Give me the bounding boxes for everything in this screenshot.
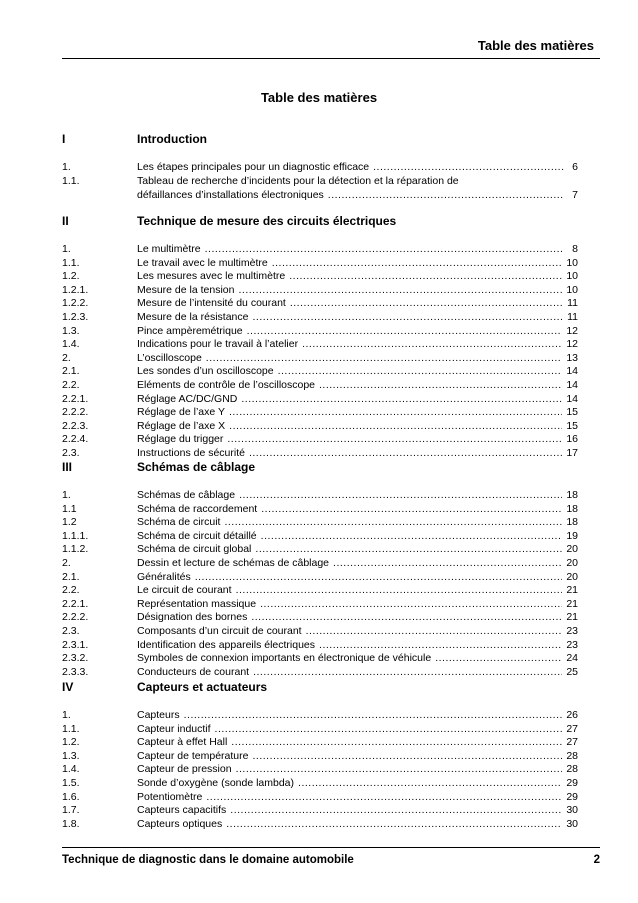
entry-page-number: 15 xyxy=(566,406,578,419)
entry-number: 2.2.2. xyxy=(62,611,89,624)
entry-body xyxy=(137,378,578,392)
entry-number: 1. xyxy=(62,161,71,173)
dot-leader xyxy=(373,160,564,174)
entry-body xyxy=(137,556,578,570)
toc-entry xyxy=(62,529,578,543)
section-heading xyxy=(62,214,578,230)
section-heading xyxy=(62,680,578,696)
entry-page-number: 14 xyxy=(566,392,578,405)
toc-entry xyxy=(62,817,578,831)
entry-page-number: 23 xyxy=(566,638,578,651)
entry-page-number: 18 xyxy=(566,502,578,515)
entry-title: Composants d’un circuit de courant xyxy=(137,625,302,637)
entry-title: Le circuit de courant xyxy=(137,584,232,597)
toc-entry xyxy=(62,351,578,365)
dot-leader xyxy=(236,583,563,597)
toc-entry xyxy=(62,378,578,392)
entry-title: Instructions de sécurité xyxy=(137,447,245,459)
toc-entry xyxy=(62,242,578,256)
entry-number: 2.3.3. xyxy=(62,665,89,678)
entry-page-number: 23 xyxy=(566,625,578,637)
entry-body xyxy=(137,762,578,776)
entry-number: 1.2.1. xyxy=(62,283,89,296)
entry-body xyxy=(137,817,578,831)
section-number: II xyxy=(62,214,69,228)
entry-page-number: 20 xyxy=(566,557,578,569)
dot-leader xyxy=(206,790,562,804)
entry-page-number: 18 xyxy=(566,489,578,501)
entry-page-number: 13 xyxy=(566,351,578,364)
entry-page-number: 11 xyxy=(567,297,578,310)
entry-page-number: 28 xyxy=(566,763,578,776)
entry-body xyxy=(137,515,578,529)
toc-entry xyxy=(62,583,578,597)
entry-title-continuation xyxy=(137,188,578,202)
entry-page-number: 27 xyxy=(566,722,578,735)
entry-body xyxy=(137,597,578,611)
toc-entry xyxy=(62,610,578,624)
dot-leader xyxy=(229,405,562,419)
entry-body xyxy=(137,405,578,419)
entry-number: 1. xyxy=(62,243,71,255)
header-rule xyxy=(62,58,600,59)
entry-page-number: 10 xyxy=(566,283,578,296)
entry-title: Mesure de l’intensité du courant xyxy=(137,297,286,310)
entry-page-number: 29 xyxy=(566,790,578,803)
entry-number: 1.4. xyxy=(62,763,80,776)
dot-leader xyxy=(278,364,563,378)
entry-page-number: 20 xyxy=(566,543,578,556)
dot-leader xyxy=(236,762,563,776)
entry-title: Tableau de recherche d’incidents pour la détection et la réparation de xyxy=(137,174,459,187)
entry-title: Les étapes principales pour un diagnostic efficace xyxy=(137,161,370,173)
entry-body xyxy=(137,722,578,736)
toc-entry xyxy=(62,790,578,804)
entry-body xyxy=(137,392,578,406)
toc-entry xyxy=(62,542,578,556)
entry-body xyxy=(137,708,578,722)
entry-title: défaillances d’installations électroniques xyxy=(137,188,324,201)
dot-leader xyxy=(289,269,562,283)
toc-entry xyxy=(62,803,578,817)
entry-title: Réglage de l’axe Y xyxy=(137,406,225,419)
entry-number: 2.2.3. xyxy=(62,419,89,432)
toc-entry xyxy=(62,269,578,283)
entry-body xyxy=(137,296,578,310)
toc-entry xyxy=(62,651,578,665)
entry-number: 2.3. xyxy=(62,447,80,459)
entry-body xyxy=(137,160,578,174)
dot-leader xyxy=(226,817,562,831)
entry-number: 2.2.4. xyxy=(62,433,89,446)
dot-leader xyxy=(215,722,563,736)
entry-number: 2.2.1. xyxy=(62,597,89,610)
dot-leader xyxy=(184,708,563,722)
dot-leader xyxy=(435,651,562,665)
entry-page-number: 10 xyxy=(566,256,578,269)
entry-body xyxy=(137,542,578,556)
entry-body xyxy=(137,776,578,790)
section-title: Capteurs et actuateurs xyxy=(137,680,268,694)
entry-title: Mesure de la résistance xyxy=(137,311,249,323)
section-heading xyxy=(62,460,578,476)
entry-body xyxy=(137,310,578,324)
entry-number: 1.6. xyxy=(62,790,80,803)
entry-number: 1.3. xyxy=(62,324,80,337)
toc-entry xyxy=(62,570,578,584)
dot-leader xyxy=(249,446,562,460)
entry-title: Eléments de contrôle de l’oscilloscope xyxy=(137,379,316,391)
dot-leader xyxy=(241,392,562,406)
entry-title: Conducteurs de courant xyxy=(137,665,250,678)
toc-entry xyxy=(62,502,578,516)
toc-entry xyxy=(62,392,578,406)
entry-title: Représentation massique xyxy=(137,597,257,610)
dot-leader xyxy=(255,542,562,556)
entry-body xyxy=(137,749,578,763)
entry-title: L’oscilloscope xyxy=(137,351,202,364)
section-heading xyxy=(62,132,578,148)
entry-page-number: 25 xyxy=(566,665,578,678)
entry-number: 1.3. xyxy=(62,749,80,762)
entry-page-number: 18 xyxy=(566,516,578,529)
entry-page-number: 30 xyxy=(566,817,578,830)
entry-number: 2.2.1. xyxy=(62,392,89,405)
entry-title: Schéma de raccordement xyxy=(137,502,258,515)
entry-body xyxy=(137,651,578,665)
section-number: IV xyxy=(62,680,74,694)
dot-leader xyxy=(319,638,562,652)
entry-title: Capteurs capacitifs xyxy=(137,804,227,817)
entry-body xyxy=(137,570,578,584)
entry-title: Potentiomètre xyxy=(137,790,203,803)
entry-page-number: 11 xyxy=(567,311,578,323)
entry-title: Capteur de température xyxy=(137,749,249,762)
dot-leader xyxy=(261,502,562,516)
toc-entry xyxy=(62,364,578,378)
toc-entry xyxy=(62,283,578,297)
entry-number: 2.3.1. xyxy=(62,638,89,651)
entry-body xyxy=(137,790,578,804)
entry-number: 2.2.2. xyxy=(62,406,89,419)
entry-body xyxy=(137,583,578,597)
toc-entry xyxy=(62,432,578,446)
section-number: I xyxy=(62,132,66,146)
entry-number: 2.2. xyxy=(62,584,80,597)
toc-entry xyxy=(62,337,578,351)
entry-number: 1.4. xyxy=(62,338,80,351)
entry-body xyxy=(137,488,578,502)
entry-number: 2.3. xyxy=(62,625,80,637)
toc-entry xyxy=(62,488,578,502)
dot-leader xyxy=(328,188,564,202)
entry-title: Capteurs optiques xyxy=(137,817,223,830)
dot-leader xyxy=(224,515,562,529)
entry-title: Le multimètre xyxy=(137,243,201,255)
entry-title: Les mesures avec le multimètre xyxy=(137,270,286,283)
dot-leader xyxy=(205,242,564,256)
toc-entry xyxy=(62,708,578,722)
dot-leader xyxy=(302,337,562,351)
dot-leader xyxy=(260,597,562,611)
entry-page-number: 21 xyxy=(566,597,578,610)
entry-title: Réglage de l’axe X xyxy=(137,419,226,432)
entry-number: 1.2.3. xyxy=(62,311,89,323)
entry-title: Désignation des bornes xyxy=(137,611,248,624)
entry-body xyxy=(137,735,578,749)
entry-title: Capteur à effet Hall xyxy=(137,736,228,749)
toc-entry xyxy=(62,665,578,679)
dot-leader xyxy=(227,432,562,446)
entry-body xyxy=(137,446,578,460)
toc-entry xyxy=(62,638,578,652)
entry-title: Schémas de câblage xyxy=(137,489,236,501)
toc-entry xyxy=(62,762,578,776)
entry-number: 1.7. xyxy=(62,804,80,817)
dot-leader xyxy=(247,324,563,338)
entry-title: Capteurs xyxy=(137,709,180,721)
entry-page-number: 19 xyxy=(566,529,578,542)
entry-page-number: 30 xyxy=(566,804,578,817)
entry-title: Schéma de circuit xyxy=(137,516,221,529)
dot-leader xyxy=(253,665,562,679)
entry-number: 2.1. xyxy=(62,365,80,378)
entry-title: Capteur inductif xyxy=(137,722,211,735)
entry-body xyxy=(137,665,578,679)
dot-leader xyxy=(231,735,562,749)
entry-page-number: 8 xyxy=(572,243,578,255)
entry-title: Réglage AC/DC/GND xyxy=(137,392,238,405)
running-header-title: Table des matières xyxy=(477,38,594,53)
entry-title: Symboles de connexion importants en électronique de véhicule xyxy=(137,652,432,665)
toc-entry xyxy=(62,405,578,419)
entry-title: Sonde d’oxygène (sonde lambda) xyxy=(137,777,295,789)
entry-body xyxy=(137,256,578,270)
entry-number: 2.1. xyxy=(62,570,80,583)
entry-number: 1.2. xyxy=(62,270,80,283)
dot-leader xyxy=(290,296,563,310)
dot-leader xyxy=(306,624,563,638)
entry-title: Dessin et lecture de schémas de câblage xyxy=(137,557,330,569)
page-number: 2 xyxy=(593,854,600,866)
toc-entry xyxy=(62,722,578,736)
entry-page-number: 21 xyxy=(566,584,578,597)
entry-body xyxy=(137,502,578,516)
toc-entry xyxy=(62,776,578,790)
entry-body xyxy=(137,324,578,338)
toc-entry xyxy=(62,446,578,460)
entry-page-number: 28 xyxy=(566,749,578,762)
toc-entry xyxy=(62,324,578,338)
entry-page-number: 14 xyxy=(566,379,578,391)
toc-entry xyxy=(62,296,578,310)
entry-number: 1.2. xyxy=(62,736,80,749)
entry-number: 1.1. xyxy=(62,722,80,735)
entry-page-number: 12 xyxy=(566,324,578,337)
toc-entry xyxy=(62,419,578,433)
entry-page-number: 14 xyxy=(566,365,578,378)
section-title: Schémas de câblage xyxy=(137,460,256,474)
dot-leader xyxy=(298,776,562,790)
entry-body xyxy=(137,624,578,638)
toc-entry xyxy=(62,735,578,749)
entry-number: 1.2.2. xyxy=(62,297,89,310)
entry-page-number: 26 xyxy=(566,709,578,721)
toc-entry xyxy=(62,624,578,638)
entry-number: 2. xyxy=(62,557,71,569)
entry-page-number: 17 xyxy=(566,447,578,459)
entry-body xyxy=(137,432,578,446)
toc-entry xyxy=(62,556,578,570)
entry-page-number: 16 xyxy=(566,433,578,446)
entry-body xyxy=(137,610,578,624)
entry-title: Pince ampèremétrique xyxy=(137,324,243,337)
entry-body xyxy=(137,419,578,433)
entry-number: 1.5. xyxy=(62,777,80,789)
dot-leader xyxy=(206,351,563,365)
entry-title: Généralités xyxy=(137,570,191,583)
entry-number: 1. xyxy=(62,489,71,501)
dot-leader xyxy=(230,803,562,817)
entry-page-number: 12 xyxy=(566,338,578,351)
entry-number: 1. xyxy=(62,709,71,721)
entry-page-number: 24 xyxy=(566,652,578,665)
toc-entry xyxy=(62,515,578,529)
entry-page-number: 7 xyxy=(572,188,578,201)
toc-entry xyxy=(62,160,578,174)
entry-body xyxy=(137,337,578,351)
entry-page-number: 29 xyxy=(566,777,578,789)
toc-entry xyxy=(62,256,578,270)
entry-body xyxy=(137,351,578,365)
entry-body xyxy=(137,638,578,652)
section-number: III xyxy=(62,460,73,474)
entry-page-number: 10 xyxy=(566,270,578,283)
page-title: Table des matières xyxy=(260,90,378,105)
entry-number: 2.3.2. xyxy=(62,652,89,665)
footer-title: Technique de diagnostic dans le domaine automobile xyxy=(62,854,354,866)
entry-title: Réglage du trigger xyxy=(137,433,224,446)
entry-number: 1.1. xyxy=(62,256,80,269)
entry-body xyxy=(137,242,578,256)
entry-title: Identification des appareils électriques xyxy=(137,638,316,651)
entry-number: 2.2. xyxy=(62,379,80,391)
dot-leader xyxy=(239,488,562,502)
entry-page-number: 15 xyxy=(566,419,578,432)
entry-number: 2. xyxy=(62,351,71,364)
entry-title: Le travail avec le multimètre xyxy=(137,256,268,269)
entry-page-number: 27 xyxy=(566,736,578,749)
dot-leader xyxy=(333,556,562,570)
dot-leader xyxy=(272,256,563,270)
toc-entry xyxy=(62,597,578,611)
entry-number: 1.8. xyxy=(62,817,80,830)
section-title: Introduction xyxy=(137,132,207,146)
entry-title: Les sondes d’un oscilloscope xyxy=(137,365,274,378)
entry-title: Capteur de pression xyxy=(137,763,232,776)
entry-number: 1.1.2. xyxy=(62,543,89,556)
toc-entry xyxy=(62,174,578,202)
toc-entry xyxy=(62,749,578,763)
entry-body xyxy=(137,269,578,283)
dot-leader xyxy=(238,283,562,297)
entry-number: 1.1.1. xyxy=(62,529,89,542)
dot-leader xyxy=(252,749,562,763)
dot-leader xyxy=(229,419,562,433)
entry-page-number: 20 xyxy=(566,570,578,583)
section-title: Technique de mesure des circuits électriques xyxy=(137,214,397,228)
dot-leader xyxy=(261,529,563,543)
dot-leader xyxy=(252,310,563,324)
entry-number: 1.1. xyxy=(62,174,80,187)
entry-title: Mesure de la tension xyxy=(137,283,235,296)
footer-rule xyxy=(62,847,600,848)
entry-body xyxy=(137,283,578,297)
entry-page-number: 6 xyxy=(572,161,578,173)
entry-body xyxy=(137,803,578,817)
entry-title: Schéma de circuit global xyxy=(137,543,252,556)
entry-number: 1.2 xyxy=(62,516,77,529)
dot-leader xyxy=(195,570,563,584)
dot-leader xyxy=(251,610,562,624)
dot-leader xyxy=(319,378,562,392)
entry-body xyxy=(137,529,578,543)
toc-entry xyxy=(62,310,578,324)
entry-body xyxy=(137,364,578,378)
entry-page-number: 21 xyxy=(566,611,578,624)
entry-title: Schéma de circuit détaillé xyxy=(137,529,257,542)
entry-title: Indications pour le travail à l’atelier xyxy=(137,338,299,351)
entry-number: 1.1 xyxy=(62,502,77,515)
